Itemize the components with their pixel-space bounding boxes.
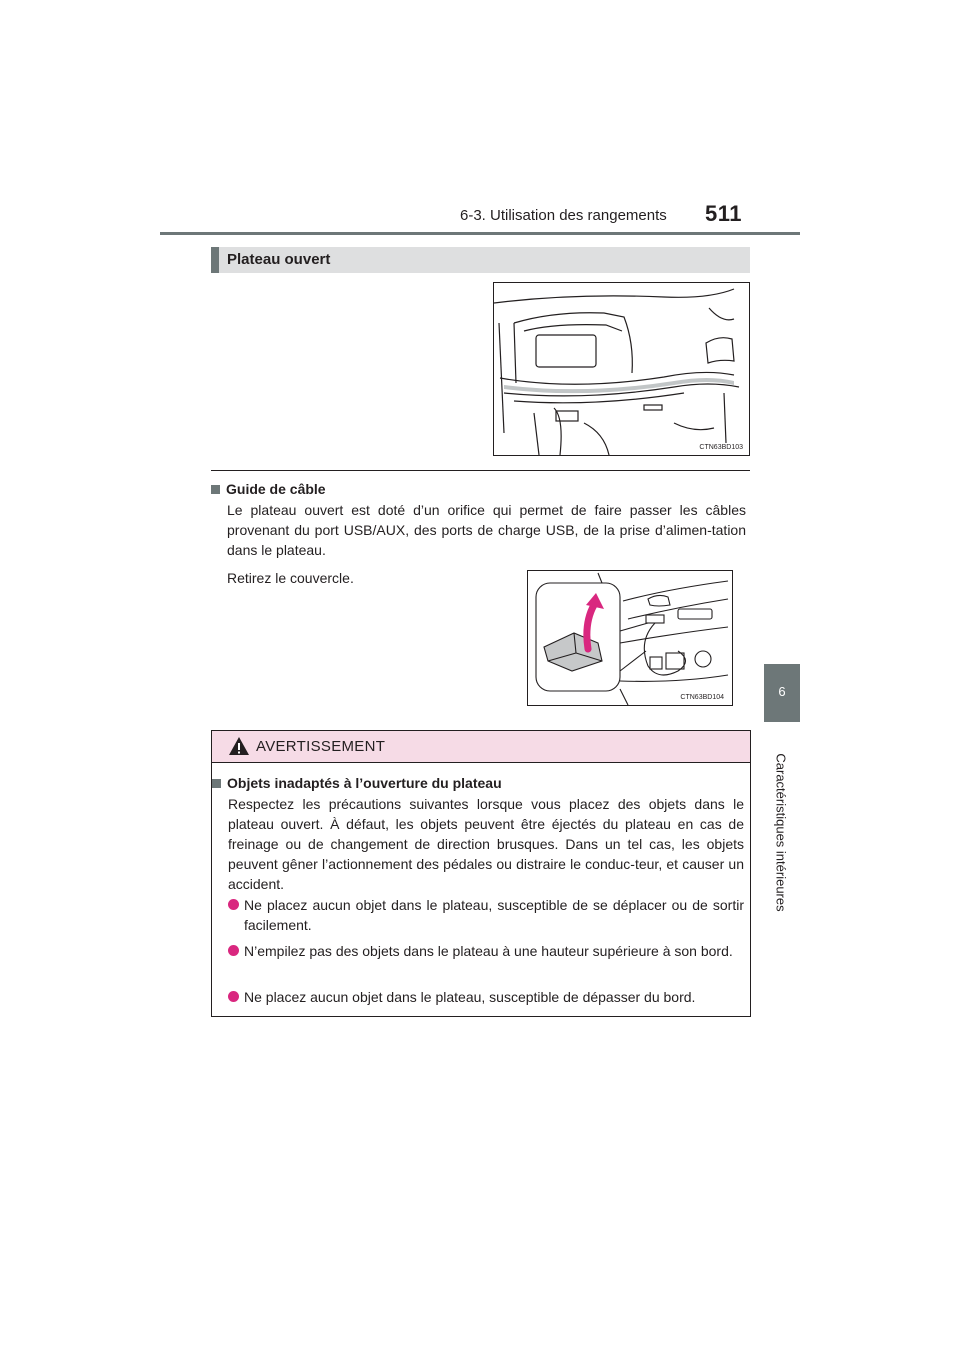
warning-box <box>211 730 751 1017</box>
figure-code-1: CTN63BD103 <box>699 444 743 451</box>
square-bullet-icon <box>212 779 221 788</box>
warning-bullet-text: Ne placez aucun objet dans le plateau, susceptible de se déplacer ou de sortir facilement. <box>244 897 744 933</box>
warning-header <box>212 731 750 763</box>
figure-code-2: CTN63BD104 <box>680 694 724 701</box>
warning-item-title-text: Objets inadaptés à l’ouverture du plateau <box>227 775 502 791</box>
cable-guide-title <box>211 481 326 497</box>
page-number: 511 <box>705 201 742 226</box>
warning-bullet-text: N’empilez pas des objets dans le plateau à une hauteur supérieure à son bord. <box>244 943 733 959</box>
bullet-dot-icon <box>228 899 239 910</box>
warning-triangle-icon <box>228 736 250 756</box>
square-bullet-icon <box>211 485 220 494</box>
warning-text: Respectez les précautions suivantes lorsque vous placez des objets dans le plateau ouvert. À défaut, les objets peuvent être éjectés du plateau en cas de freinage ou de changement de direction brusques. Dans un tel cas, les objets peuvent gêner l’actionnement des pédales ou distraire le conduc-teur, et causer un accident. <box>228 796 744 892</box>
section-heading <box>211 247 750 273</box>
section-heading-bar <box>211 247 219 273</box>
warning-bullet-text: Ne placez aucun objet dans le plateau, susceptible de dépasser du bord. <box>244 989 696 1005</box>
dashboard-illustration <box>493 282 750 456</box>
chapter-label-text: Caractéristiques intérieures <box>773 752 789 912</box>
bullet-dot-icon <box>228 945 239 956</box>
cover-removal-illustration <box>527 570 733 706</box>
running-header-section: 6-3. Utilisation des rangements <box>460 207 667 224</box>
bullet-dot-icon <box>228 991 239 1002</box>
cable-guide-step: Retirez le couvercle. <box>227 570 354 586</box>
chapter-number: 6 <box>778 684 786 699</box>
chapter-tab <box>764 664 800 722</box>
section-divider <box>211 470 750 471</box>
header-rule <box>160 232 800 235</box>
cable-guide-title-text: Guide de câble <box>226 481 326 497</box>
section-heading-text: Plateau ouvert <box>227 251 331 268</box>
dashboard-drawing <box>494 283 749 455</box>
cable-guide-text: Le plateau ouvert est doté d’un orifice qui permet de faire passer les câbles provenant du port USB/AUX, des ports de charge USB, de la prise d’alimen-tation dans le plateau. <box>227 502 746 558</box>
cover-removal-drawing <box>528 571 732 705</box>
chapter-label <box>748 734 814 930</box>
warning-title: AVERTISSEMENT <box>256 738 386 755</box>
warning-item-title <box>212 775 502 791</box>
